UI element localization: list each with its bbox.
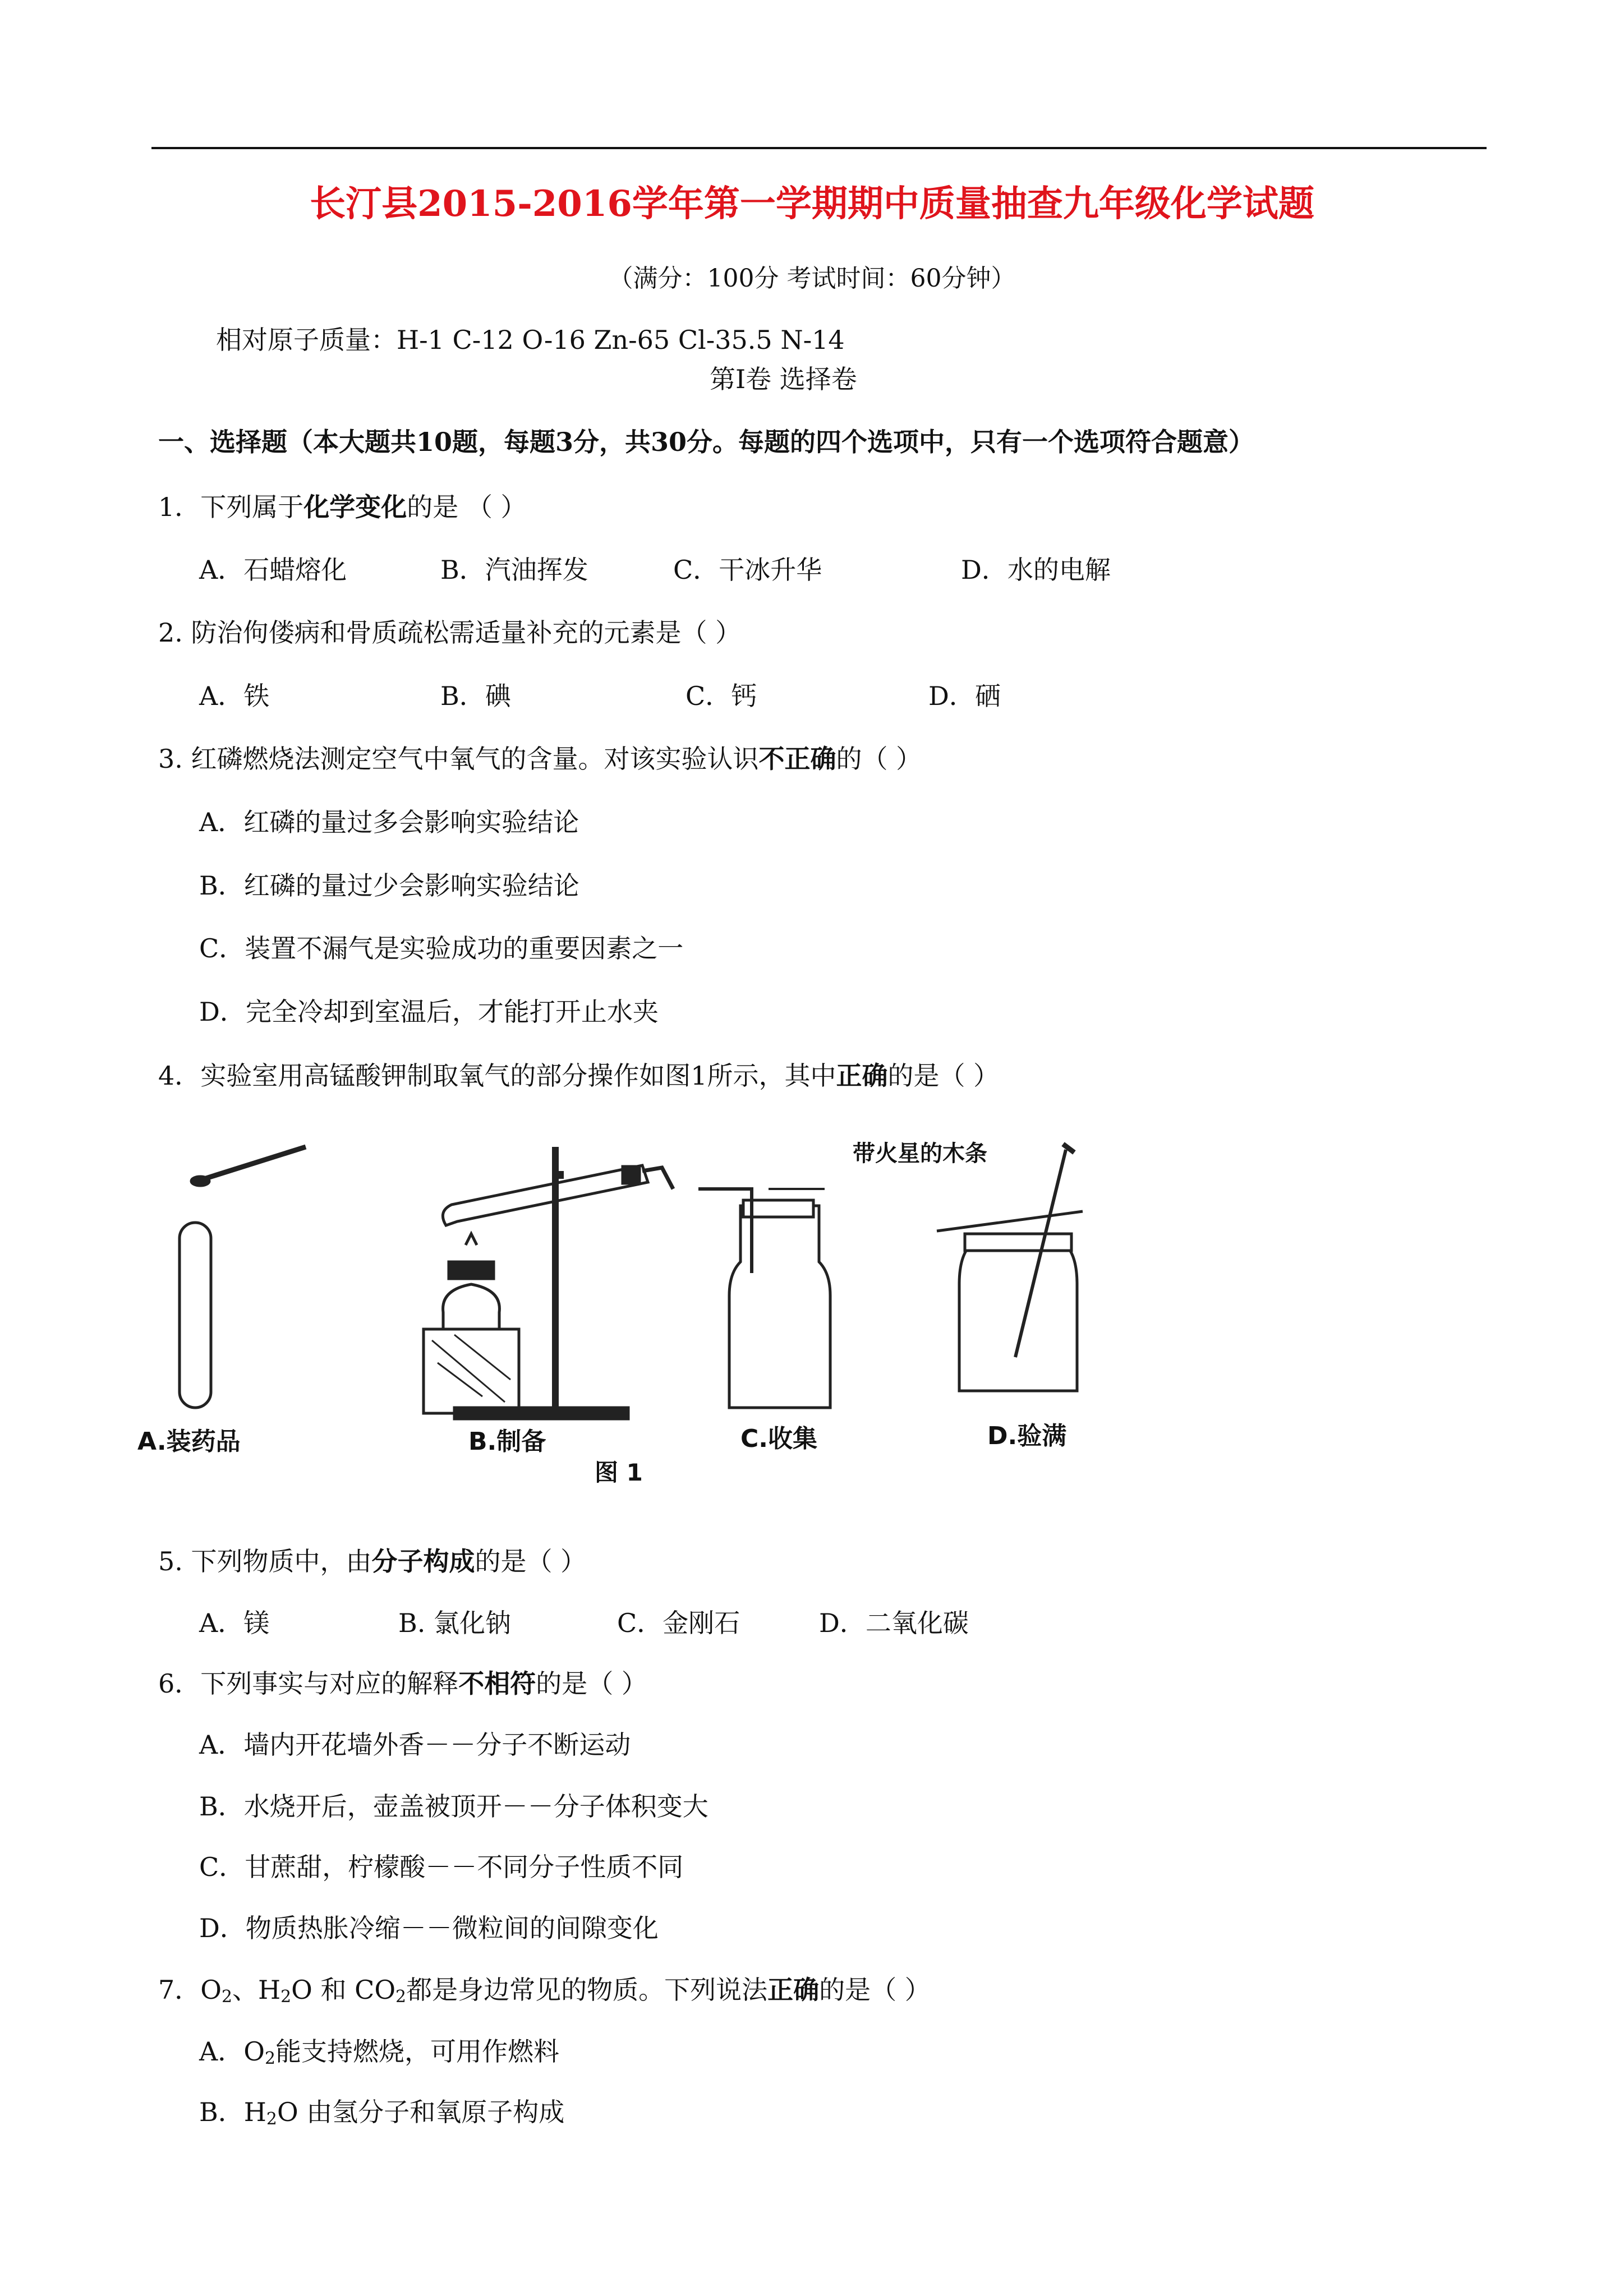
test-tube-spatula-icon xyxy=(180,1147,306,1408)
q3-option-d: D．完全冷却到室温后，才能打开止水夹 xyxy=(199,997,659,1027)
question-5: 5. 下列物质中，由分子构成的是（ ） xyxy=(158,1546,587,1576)
q6-option-a: A．墙内开花墙外香－－分子不断运动 xyxy=(199,1730,631,1760)
page-title: 长汀县2015-2016学年第一学期期中质量抽查九年级化学试题 xyxy=(310,183,1314,225)
figure-label-b: B.制备 xyxy=(468,1427,546,1456)
q1-option-c: C．干冰升华 xyxy=(673,555,822,585)
q6-option-c: C．甘蔗甜，柠檬酸－－不同分子性质不同 xyxy=(199,1852,684,1882)
q2-option-c: C．钙 xyxy=(686,681,757,711)
figure-label-c: C.收集 xyxy=(740,1424,818,1453)
exam-info: （满分：100分 考试时间：60分钟） xyxy=(608,264,1016,293)
q5-option-a: A．镁 xyxy=(199,1608,270,1638)
question-1: 1．下列属于化学变化的是 （ ） xyxy=(158,492,527,522)
q2-option-a: A．铁 xyxy=(199,681,270,711)
heating-apparatus-icon xyxy=(424,1147,673,1419)
q7-option-a: A．$O_2$能支持燃烧，可用作燃料 xyxy=(199,2036,559,2068)
q6-option-d: D．物质热胀冷缩－－微粒间的间隙变化 xyxy=(199,1913,659,1943)
question-7: 7．$O_2$、$H_2O$ 和 $CO_2$都是身边常见的物质。下列说法正确的是（ ） xyxy=(158,1975,931,2007)
top-rule xyxy=(151,147,1487,149)
figure-label-a: A.装药品 xyxy=(137,1427,241,1456)
figure-1 xyxy=(135,1127,1144,1486)
splint-label: 带火星的木条 xyxy=(853,1141,987,1167)
q1-option-b: B．汽油挥发 xyxy=(440,555,588,585)
section-heading: 一、选择题（本大题共10题，每题3分，共30分。每题的四个选项中，只有一个选项符合题意） xyxy=(158,427,1255,457)
q5-option-d: D．二氧化碳 xyxy=(819,1608,969,1638)
q3-option-b: B．红磷的量过少会影响实验结论 xyxy=(199,870,579,901)
glowing-splint-icon xyxy=(937,1144,1083,1391)
atomic-mass-line: 相对原子质量：H-1 C-12 O-16 Zn-65 Cl-35.5 N-14 xyxy=(216,325,845,355)
q7-option-b: B．$H_2O$ 由氢分子和氧原子构成 xyxy=(199,2097,565,2129)
figure-caption: 图 1 xyxy=(595,1459,643,1486)
question-4: 4．实验室用高锰酸钾制取氧气的部分操作如图1所示，其中正确的是（ ） xyxy=(158,1061,1000,1091)
figure-label-d: D.验满 xyxy=(987,1422,1067,1450)
question-3: 3. 红磷燃烧法测定空气中氧气的含量。对该实验认识不正确的（ ） xyxy=(158,744,922,774)
q3-option-c: C．装置不漏气是实验成功的重要因素之一 xyxy=(199,933,684,963)
q1-option-a: A．石蜡熔化 xyxy=(199,555,347,585)
question-6: 6．下列事实与对应的解释不相符的是（ ） xyxy=(158,1668,647,1699)
volume-heading: 第Ⅰ卷 选择卷 xyxy=(710,364,857,394)
q6-option-b: B．水烧开后，壶盖被顶开－－分子体积变大 xyxy=(199,1791,709,1822)
q2-option-b: B．碘 xyxy=(440,681,511,711)
gas-bottle-icon xyxy=(698,1189,830,1408)
q2-option-d: D．硒 xyxy=(928,681,1001,711)
q5-option-c: C．金刚石 xyxy=(617,1608,740,1638)
q3-option-a: A．红磷的量过多会影响实验结论 xyxy=(199,807,579,837)
q1-option-d: D．水的电解 xyxy=(961,555,1111,585)
q5-option-b: B. 氯化钠 xyxy=(398,1608,512,1638)
question-2: 2. 防治佝偻病和骨质疏松需适量补充的元素是（ ） xyxy=(158,617,742,648)
